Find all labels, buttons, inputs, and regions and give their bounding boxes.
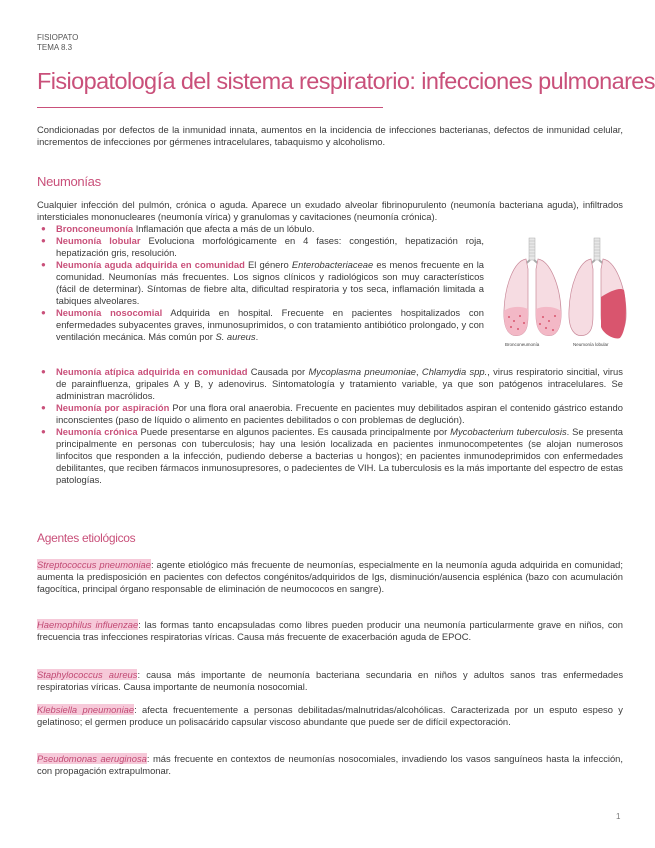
list-item: ● Neumonía lobular Evoluciona morfológicamente en 4 fases: congestión, hepatización roja, hepatización gris, resolución. <box>37 235 484 259</box>
list-item: ● Neumonía nosocomial Adquirida en hospital. Frecuente en pacientes hospitalizados con enfermedades subyacentes graves, inmunosuprimidos, o con tratamiento antibiótico prolongado, y con ventilación mecánica. Más común por S. aureus. <box>37 307 484 343</box>
list-item: ● Neumonía por aspiración Por una flora oral anaerobia. Frecuente en pacientes muy debilitados aspiran el contenido gástrico estando inconscientes (paso de líquido o alimento en pacientes debilitados o con problemas de deglución). <box>37 402 623 426</box>
topic-label: TEMA 8.3 <box>37 43 73 52</box>
agent-paragraph: Pseudomonas aeruginosa: más frecuente en contextos de neumonías nosocomiales, invadiendo los vasos sanguíneos hasta la infección, con propagación extrapulmonar. <box>37 753 623 776</box>
intro-paragraph: Condicionadas por defectos de la inmunidad innata, aumentos en la incidencia de infecciones bacterianas, defectos de inmunidad celular, incrementos de infecciones por gérmenes intracelulares, tabaquismo y alcoholismo. <box>37 124 623 147</box>
list-item: ● Neumonía crónica Puede presentarse en algunos pacientes. Es causada principalmente por Mycobacterium tuberculosis. Se presenta principalmente en personas con tuberculosis; hay una lesión localizada en pacientes inmunocompetentes (se alojan numerosos linfocitos que responden a la infección, pudiendo deberse a bacterias u hongos); en pacientes inmunodeprimidos con enfermedades debilitantes, que reciben fármacos inmunosupresores, o padecientes de VIH. La tuberculosis es la más importante del espectro de estas patologías. <box>37 426 623 486</box>
list-item: ● Neumonía aguda adquirida en comunidad El género Enterobacteriaceae es menos frecuente en la comunidad. Neumonías más frecuentes. Los signos clínicos y radiológicos son muy característicos (fácil de determinar). Síntomas de fiebre alta, dificultad respiratoria y tos seca, inflamación limitada a tabiques alveolares. <box>37 259 484 307</box>
page-number: 1 <box>616 812 621 821</box>
figure-caption-left: Bronconeumonía <box>505 342 540 347</box>
title-underline <box>37 107 383 108</box>
lung-illustration <box>500 235 628 353</box>
agent-paragraph: Haemophilus influenzae: las formas tanto encapsuladas como libres pueden producir una neumonía particularmente grave en niños, con frecuencia tras infecciones respiratorias víricas. Causa más frecuente de exacerbación aguda de EPOC. <box>37 619 623 642</box>
list-item: ● Neumonía atípica adquirida en comunidad Causada por Mycoplasma pneumoniae, Chlamydia spp., virus respiratorio sincitial, virus de parainfluenza, gripales A y B, y adenovirus. Sintomatología y tratamiento variable, ya que son patógenos intracelulares. Se administran macrólidos. <box>37 366 623 402</box>
list-item: ● Bronconeumonía Inflamación que afecta a más de un lóbulo. <box>37 223 484 235</box>
section-heading-neumonias: Neumonías <box>37 174 101 189</box>
bronconeumonia-lungs <box>504 238 561 336</box>
figure-caption-right: Neumonía lobular <box>573 342 609 347</box>
page-title: Fisiopatología del sistema respiratorio: infecciones pulmonares <box>37 68 655 94</box>
neumonia-types-list <box>37 223 484 343</box>
running-header <box>37 33 78 53</box>
neumonias-intro: Cualquier infección del pulmón, crónica o aguda. Aparece un exudado alveolar fibrinopurulento (neumonía bacteriana aguda), infiltrados intersticiales mononucleares (neumonía vírica) y granulomas y cavitaciones (neumonía crónica). <box>37 199 623 222</box>
agent-paragraph: Klebsiella pneumoniae: afecta frecuentemente a personas debilitadas/malnutridas/alcohólicas. Caracterizada por un esputo espeso y gelatinoso; el germen produce un polisacárido capsular viscoso abundante que puede ser de difícil expectoración. <box>37 704 623 727</box>
agent-paragraph: Staphylococcus aureus: causa más importante de neumonía bacteriana secundaria en niños y adultos sanos tras enfermedades respiratorias víricas. Causa importante de neumonía nosocomial. <box>37 669 624 692</box>
agent-paragraph: Streptococcus pneumoniae: agente etiológico más frecuente de neumonías, especialmente en la neumonía aguda adquirida en comunidad; aumenta la predisposición en pacientes con defectos congénitos/adquiridos de Igs, disminución/ausencia esplénica (bazo con acumulación fagocítica, principal órgano responsable de eliminación de neumococos en sangre). <box>37 559 623 594</box>
course-label: FISIOPATO <box>37 33 79 42</box>
lobular-lungs <box>569 238 626 338</box>
section-heading-agentes: Agentes etiológicos <box>37 531 136 545</box>
lungs-icon <box>500 235 628 353</box>
neumonia-types-list-continued <box>37 366 623 486</box>
